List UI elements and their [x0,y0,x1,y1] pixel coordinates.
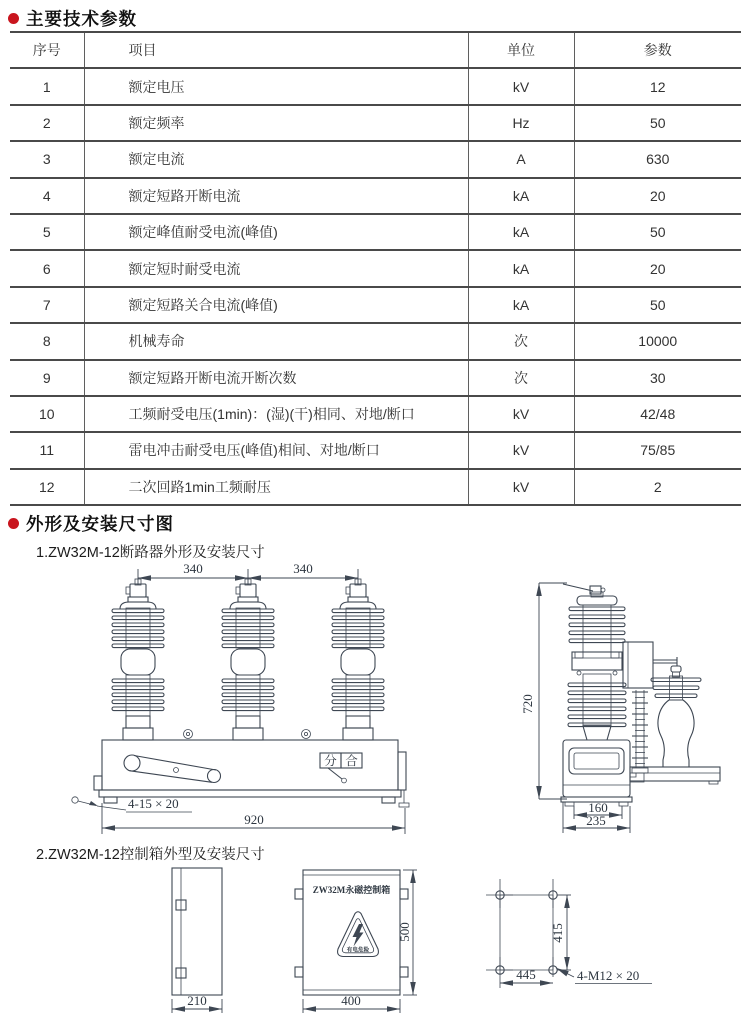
cell-unit: 次 [468,323,574,359]
cell-index: 4 [10,178,84,214]
cell-value: 630 [574,141,741,177]
cell-item: 额定短路关合电流(峰值) [84,287,468,323]
section-params-heading [8,6,137,31]
table-row [10,141,741,177]
cell-unit: kV [468,396,574,432]
dim-base-outer: 235 [586,813,606,828]
cell-item: 雷电冲击耐受电压(峰值)相间、对地/断口 [84,432,468,468]
dim-body-holes-note: 4-15 × 20 [128,796,179,811]
cell-index: 7 [10,287,84,323]
cell-unit: kV [468,469,574,505]
cell-index: 12 [10,469,84,505]
cell-item: 二次回路1min工频耐压 [84,469,468,505]
cell-unit: kA [468,178,574,214]
cell-value: 20 [574,178,741,214]
control-box-side-drawing [160,862,245,1017]
table-row [10,105,741,141]
cell-item: 机械寿命 [84,323,468,359]
dim-base-inner: 160 [588,800,608,815]
cell-item: 额定短路开断电流开断次数 [84,360,468,396]
cell-index: 5 [10,214,84,250]
cell-unit: kV [468,68,574,104]
control-box-label: ZW32M永磁控制箱 [312,885,391,895]
table-row [10,323,741,359]
section-dims-heading [8,511,174,536]
cell-value: 42/48 [574,396,741,432]
cell-unit: Hz [468,105,574,141]
dim-body-width: 920 [244,812,264,827]
table-row [10,68,741,104]
cell-value: 30 [574,360,741,396]
cell-item: 额定短路开断电流 [84,178,468,214]
control-box-drawing-caption: 2.ZW32M-12控制箱外型及安装尺寸 [36,847,265,863]
cell-item: 额定峰值耐受电流(峰值) [84,214,468,250]
col-header-index: 序号 [10,32,84,68]
breaker-side-drawing [495,556,750,848]
dim-pole-spacing-left: 340 [183,561,203,576]
cell-index: 8 [10,323,84,359]
cell-item: 额定电压 [84,68,468,104]
warning-text: 有电危险 [346,947,370,954]
dim-box-depth: 210 [187,993,207,1008]
cell-index: 11 [10,432,84,468]
cell-item: 额定短时耐受电流 [84,250,468,286]
cell-value: 12 [574,68,741,104]
dim-hole-spacing-vertical: 415 [550,923,565,943]
cell-value: 75/85 [574,432,741,468]
cell-unit: kA [468,287,574,323]
control-box-front-drawing [295,862,430,1022]
cell-index: 2 [10,105,84,141]
cell-value: 2 [574,469,741,505]
col-header-unit: 单位 [468,32,574,68]
dim-height: 720 [520,694,535,714]
cell-index: 9 [10,360,84,396]
cell-index: 10 [10,396,84,432]
cell-value: 50 [574,214,741,250]
dim-mounting-holes-note: 4-M12 × 20 [577,968,640,983]
cell-unit: kA [468,250,574,286]
breaker-front-drawing [40,556,470,846]
switch-open-label: 分 [324,754,337,768]
cell-value: 20 [574,250,741,286]
col-header-item: 项目 [84,32,468,68]
cell-index: 6 [10,250,84,286]
breaker-drawing-caption: 1.ZW32M-12断路器外形及安装尺寸 [36,545,265,561]
table-row [10,214,741,250]
table-row [10,178,741,214]
red-bullet-icon [8,13,19,24]
cell-unit: kA [468,214,574,250]
table-row [10,250,741,286]
cell-unit: A [468,141,574,177]
mounting-pattern-drawing [470,865,700,1000]
cell-value: 10000 [574,323,741,359]
cell-unit: 次 [468,360,574,396]
table-row [10,360,741,396]
section-dims-title: 外形及安装尺寸图 [26,514,174,534]
cell-item: 工频耐受电压(1min)：(湿)(干)相同、对地/断口 [84,396,468,432]
table-row [10,469,741,505]
col-header-value: 参数 [574,32,741,68]
dim-box-width: 400 [341,993,361,1008]
table-header-row [10,32,741,68]
table-row [10,432,741,468]
cell-value: 50 [574,287,741,323]
dim-pole-spacing-right: 340 [293,561,313,576]
section-params-title: 主要技术参数 [26,9,137,29]
cell-item: 额定电流 [84,141,468,177]
red-bullet-icon [8,518,19,529]
table-row [10,287,741,323]
params-table [10,31,741,506]
table-row [10,396,741,432]
switch-close-label: 合 [345,754,358,768]
cell-index: 3 [10,141,84,177]
cell-item: 额定频率 [84,105,468,141]
dim-hole-spacing-horizontal: 445 [516,967,536,982]
dim-box-height: 500 [397,922,412,942]
cell-value: 50 [574,105,741,141]
cell-unit: kV [468,432,574,468]
cell-index: 1 [10,68,84,104]
